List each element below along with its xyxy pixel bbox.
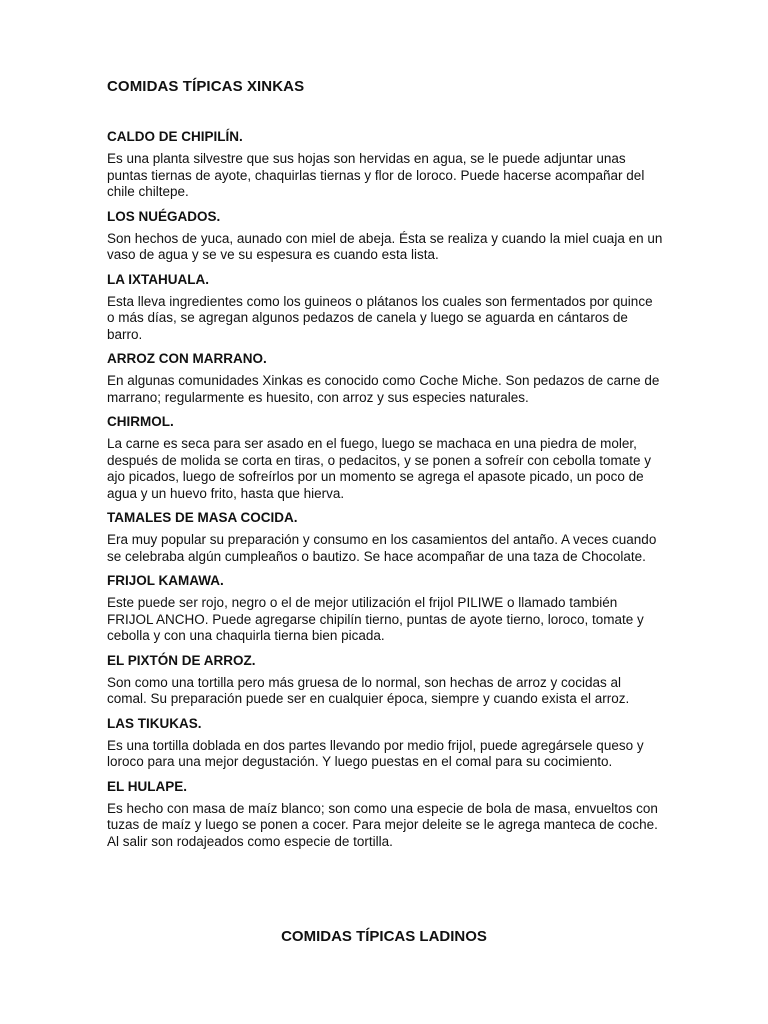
section-caldo-de-chipilin bbox=[107, 128, 663, 201]
section-text: Esta lleva ingredientes como los guineos o plátanos los cuales son fermentados por quince o más días, se agregan algunos pedazos de canela y luego se aguarda en cántaros de barro. bbox=[107, 293, 653, 342]
section-las-tikukas bbox=[107, 715, 663, 771]
section-heading: TAMALES DE MASA COCIDA. bbox=[107, 510, 298, 525]
section-heading: CALDO DE CHIPILÍN. bbox=[107, 129, 243, 144]
section-heading: LOS NUÉGADOS. bbox=[107, 208, 221, 224]
section-heading: EL PIXTÓN DE ARROZ. bbox=[107, 652, 256, 668]
section-chirmol bbox=[107, 413, 663, 502]
section-heading: LAS TIKUKAS. bbox=[107, 715, 202, 731]
section-text: En algunas comunidades Xinkas es conocido como Coche Miche. Son pedazos de carne de marrano; regularmente es huesito, con arroz y sus especies naturales. bbox=[107, 373, 660, 405]
section-heading: CHIRMOL. bbox=[107, 414, 174, 429]
section-heading: FRIJOL KAMAWA. bbox=[107, 573, 224, 588]
section-text: Son hechos de yuca, aunado con miel de abeja. Ésta se realiza y cuando la miel cuaja en un vaso de agua y se ve su espesura es cuando esta lista. bbox=[107, 230, 663, 262]
section-text: Este puede ser rojo, negro o el de mejor utilización el frijol PILIWE o llamado también FRIJOL ANCHO. Puede agregarse chipilín tierno, puntas de ayote tierno, loroco, tomate y cebolla y con una chaquirla tierna bien picada. bbox=[107, 595, 644, 643]
section-el-pixton-de-arroz bbox=[107, 652, 663, 708]
section-arroz-con-marrano bbox=[107, 350, 663, 406]
section-text: Es una planta silvestre que sus hojas son hervidas en agua, se le puede adjuntar unas puntas tiernas de ayote, chaquirlas tiernas y flor de loroco. Puede hacerse acompañar del chile chiltepe. bbox=[107, 151, 645, 199]
sections-container bbox=[107, 128, 663, 857]
section-tamales-de-masa-cocida bbox=[107, 509, 663, 565]
section-heading: ARROZ CON MARRANO. bbox=[107, 351, 267, 366]
section-la-ixtahuala bbox=[107, 271, 663, 344]
page-title: COMIDAS TÍPICAS XINKAS bbox=[107, 78, 305, 95]
next-section-title: COMIDAS TÍPICAS LADINOS bbox=[281, 928, 487, 945]
section-heading: LA IXTAHUALA. bbox=[107, 271, 209, 287]
section-frijol-kamawa bbox=[107, 572, 663, 645]
section-los-nuegados bbox=[107, 208, 663, 264]
section-text: Es hecho con masa de maíz blanco; son como una especie de bola de masa, envueltos con tuzas de maíz y luego se ponen a cocer. Para mejor deleite se le agrega manteca de coche. Al salir son rodajeados como especie de tortilla. bbox=[107, 800, 658, 849]
section-text: Es una tortilla doblada en dos partes llevando por medio frijol, puede agregársele queso y loroco para una mejor degustación. Y luego puestas en el comal para su cocimiento. bbox=[107, 737, 644, 769]
section-text: Era muy popular su preparación y consumo en los casamientos del antaño. A veces cuando se celebraba algún cumpleaños o bautizo. Se hace acompañar de una taza de Chocolate. bbox=[107, 532, 657, 564]
section-el-hulape bbox=[107, 778, 663, 851]
section-text: Son como una tortilla pero más gruesa de lo normal, son hechas de arroz y cocidas al comal. Su preparación puede ser en cualquier época, siempre y cuando exista el arroz. bbox=[107, 674, 630, 706]
section-text: La carne es seca para ser asado en el fuego, luego se machaca en una piedra de moler, después de molida se corta en tiras, o pedacitos, y se ponen a sofreír con cebolla tomate y ajo picados, luego de sofreírlos por un momento se agrega el apasote picado, un poco de agua y un huevo frito, hasta que hierva. bbox=[107, 436, 652, 501]
section-heading: EL HULAPE. bbox=[107, 778, 188, 794]
